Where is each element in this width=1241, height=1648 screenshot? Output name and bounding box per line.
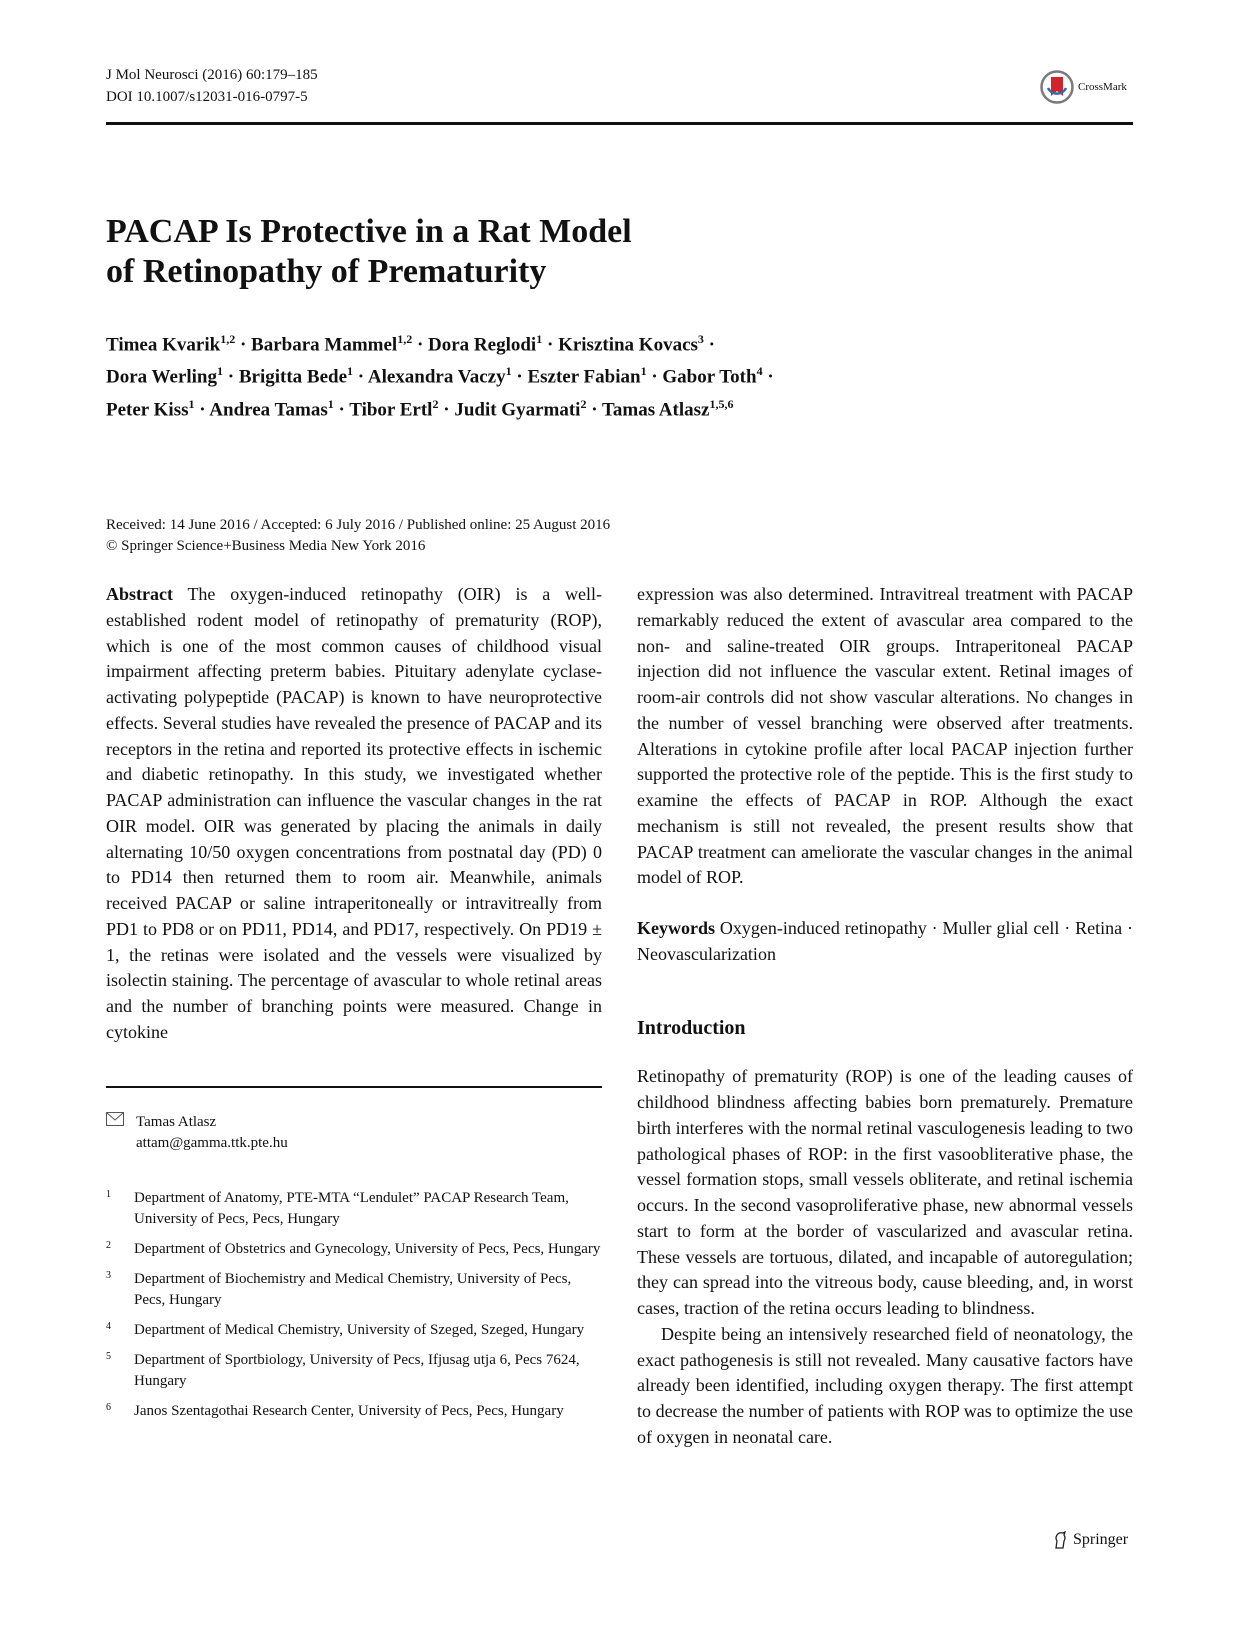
publisher-name: Springer [1073, 1531, 1129, 1548]
introduction-heading: Introduction [637, 1016, 746, 1039]
author-affiliation: 1 [217, 364, 224, 379]
author: Barbara Mammel [251, 334, 398, 356]
affiliation-text: Janos Szentagothai Research Center, University of Pecs, Pecs, Hungary [134, 1403, 564, 1419]
author: Dora Reglodi [428, 334, 537, 356]
keywords-label: Keywords [637, 918, 715, 938]
article-title [106, 212, 632, 292]
crossmark-icon [1040, 70, 1074, 104]
affiliation-item [106, 1320, 602, 1341]
author-line-1: Timea Kvarik$^{1,2}$ · Barbara Mammel$^{1,2}$ · Dora Reglodi$^1$ · Krisztina Kovacs$^3$ · [106, 332, 716, 356]
author-line-2: Dora Werling$^1$ · Brigitta Bede$^1$ · Alexandra Vaczy$^1$ · Eszter Fabian$^1$ · Gabor Toth$^4$ · [106, 364, 774, 388]
affiliation-text: Department of Biochemistry and Medical Chemistry, University of Pecs, Pecs, Hungary [134, 1271, 572, 1308]
author-affiliation: 2 [432, 396, 439, 411]
affiliation-text: Department of Anatomy, PTE-MTA “Lendulet” PACAP Research Team, University of Pecs, Pecs, Hungary [134, 1190, 569, 1227]
author: Timea Kvarik [106, 334, 221, 356]
contact-name: Tamas Atlasz [136, 1114, 217, 1130]
doi: DOI 10.1007/s12031-016-0797-5 [106, 89, 308, 105]
envelope-icon [106, 1112, 124, 1126]
affiliation-number: 2 [106, 1240, 111, 1251]
author: Gabor Toth [662, 366, 757, 388]
affiliation-item [106, 1350, 602, 1392]
author-affiliation: 3 [697, 332, 704, 346]
keywords-paragraph [637, 916, 1133, 968]
dates-line: Received: 14 June 2016 / Accepted: 6 July 2016 / Published online: 25 August 2016 [106, 517, 611, 533]
abstract-text-right: expression was also determined. Intravitreal treatment with PACAP remarkably reduced the extent of avascular area compared to the non- and saline-treated OIR groups. Intraperitoneal PACAP injection did not influence the vascular extent. Retinal images of room-air controls did not show vascular alterations. No changes in the number of vessel branching were observed after treatments. Alterations in cytokine profile after local PACAP injection further supported the protective role of the peptide. This is the first study to examine the effects of PACAP in ROP. Although the exact mechanism is still not revealed, the present results show that PACAP treatment can ameliorate the vascular changes in the animal model of ROP. [637, 584, 1133, 888]
author: Judit Gyarmati [454, 398, 581, 420]
introduction-paragraph-2: Despite being an intensively researched field of neonatology, the exact pathogenesis is still not revealed. Many causative factors have already been identified, including oxygen therapy. The first attempt to decrease the number of patients with ROP was to optimize the use of oxygen in neonatal care. [637, 1323, 1133, 1447]
author-affiliation: 1 [505, 364, 512, 379]
publisher-logo [1052, 1531, 1128, 1549]
author: Alexandra Vaczy [367, 366, 506, 388]
author-list [106, 326, 1106, 423]
crossmark-badge[interactable] [1040, 70, 1127, 104]
footnote-rule [106, 1086, 602, 1088]
introduction-paragraph-1: Retinopathy of prematurity (ROP) is one of the leading causes of childhood blindness affecting babies born prematurely. Premature birth interferes with the normal retinal vasculogenesis leading to two pathological phases of ROP: in the first vasoobliterative phase, the vessel formation stops, small vessels obliterate, and retinal ischemia occurs. In the second vasoproliferative phase, new abnormal vessels start to form at the border of vascularized and avascular retina. These vessels are tortuous, dilated, and incapable of autoregulation; they can spread into the vitreous body, cause bleeding, and, in worst cases, traction of the retina occurs leading to blindness. [637, 1066, 1133, 1318]
journal-citation: J Mol Neurosci (2016) 60:179–185 [106, 67, 318, 83]
affiliation-item [106, 1239, 602, 1260]
author: Eszter Fabian [527, 366, 641, 388]
affiliation-number: 4 [106, 1321, 111, 1332]
affiliation-number: 1 [106, 1189, 111, 1200]
title-line-1: PACAP Is Protective in a Rat Model [106, 213, 632, 250]
abstract-paragraph [106, 582, 602, 1046]
author-affiliation: 2 [580, 396, 587, 411]
affiliation-number: 6 [106, 1402, 111, 1413]
author-affiliation: 1 [347, 364, 354, 379]
author: Dora Werling [106, 366, 218, 388]
author: Krisztina Kovacs [558, 334, 698, 356]
journal-header [106, 64, 318, 108]
author-affiliation: 1 [327, 396, 334, 411]
author-affiliation: 1,2 [220, 332, 236, 346]
springer-horse-icon [1052, 1531, 1068, 1549]
contact-row [106, 1112, 288, 1154]
author-affiliation: 4 [756, 364, 763, 379]
affiliation-number: 5 [106, 1351, 111, 1362]
affiliation-item [106, 1188, 602, 1230]
author-affiliation: 1,5,6 [709, 396, 734, 411]
abstract-label: Abstract [106, 584, 173, 604]
title-line-2: of Retinopathy of Prematurity [106, 253, 547, 290]
keywords-text: Oxygen-induced retinopathy · Muller glial cell · Retina · Neovascularization [637, 918, 1133, 964]
affiliation-item [106, 1401, 602, 1422]
author-affiliation: 1 [536, 332, 543, 346]
affiliation-text: Department of Medical Chemistry, University of Szeged, Szeged, Hungary [134, 1322, 585, 1338]
crossmark-label: CrossMark [1078, 81, 1127, 93]
author: Brigitta Bede [238, 366, 348, 388]
affiliation-number: 3 [106, 1270, 111, 1281]
author: Andrea Tamas [209, 398, 328, 420]
author-affiliation: 1 [188, 396, 195, 411]
author-affiliation: 1,2 [397, 332, 413, 346]
right-column [637, 582, 1133, 1451]
header-rule [106, 122, 1133, 125]
affiliations-list [106, 1188, 602, 1431]
contact-details [136, 1112, 288, 1154]
affiliation-text: Department of Obstetrics and Gynecology, University of Pecs, Pecs, Hungary [134, 1241, 601, 1257]
author-affiliation: 1 [640, 364, 647, 379]
author: Tibor Ertl [349, 398, 433, 420]
contact-email[interactable]: attam@gamma.ttk.pte.hu [136, 1135, 288, 1151]
abstract-left-column [106, 582, 602, 1046]
copyright-line: © Springer Science+Business Media New York 2016 [106, 538, 426, 554]
affiliation-item [106, 1269, 602, 1311]
publication-dates [106, 515, 610, 557]
affiliation-text: Department of Sportbiology, University of Pecs, Ifjusag utja 6, Pecs 7624, Hungary [134, 1352, 580, 1389]
author: Tamas Atlasz [601, 398, 710, 420]
corresponding-author [106, 1112, 288, 1154]
author: Peter Kiss [106, 398, 189, 420]
author-line-3: Peter Kiss$^1$ · Andrea Tamas$^1$ · Tibor Ertl$^2$ · Judit Gyarmati$^2$ · Tamas Atlasz$^{1,5,6}$ [106, 396, 734, 420]
abstract-text-left: The oxygen-induced retinopathy (OIR) is a well-established rodent model of retinopathy of prematurity (ROP), which is one of the most common causes of childhood visual impairment affecting preterm babies. Pituitary adenylate cyclase-activating polypeptide (PACAP) is known to have neuroprotective effects. Several studies have revealed the presence of PACAP and its receptors in the retina and reported its protective effects in ischemic and diabetic retinopathy. In this study, we investigated whether PACAP administration can influence the vascular changes in the rat OIR model. OIR was generated by placing the animals in daily alternating 10/50 oxygen concentrations from postnatal day (PD) 0 to PD14 then returned them to room air. Meanwhile, animals received PACAP or saline intraperitoneally or intravitreally from PD1 to PD8 or on PD11, PD14, and PD17, respectively. On PD19 ± 1, the retinas were isolated and the vessels were visualized by isolectin staining. The percentage of avascular to whole retinal areas and the number of branching points were measured. Change in cytokine [106, 584, 602, 1042]
